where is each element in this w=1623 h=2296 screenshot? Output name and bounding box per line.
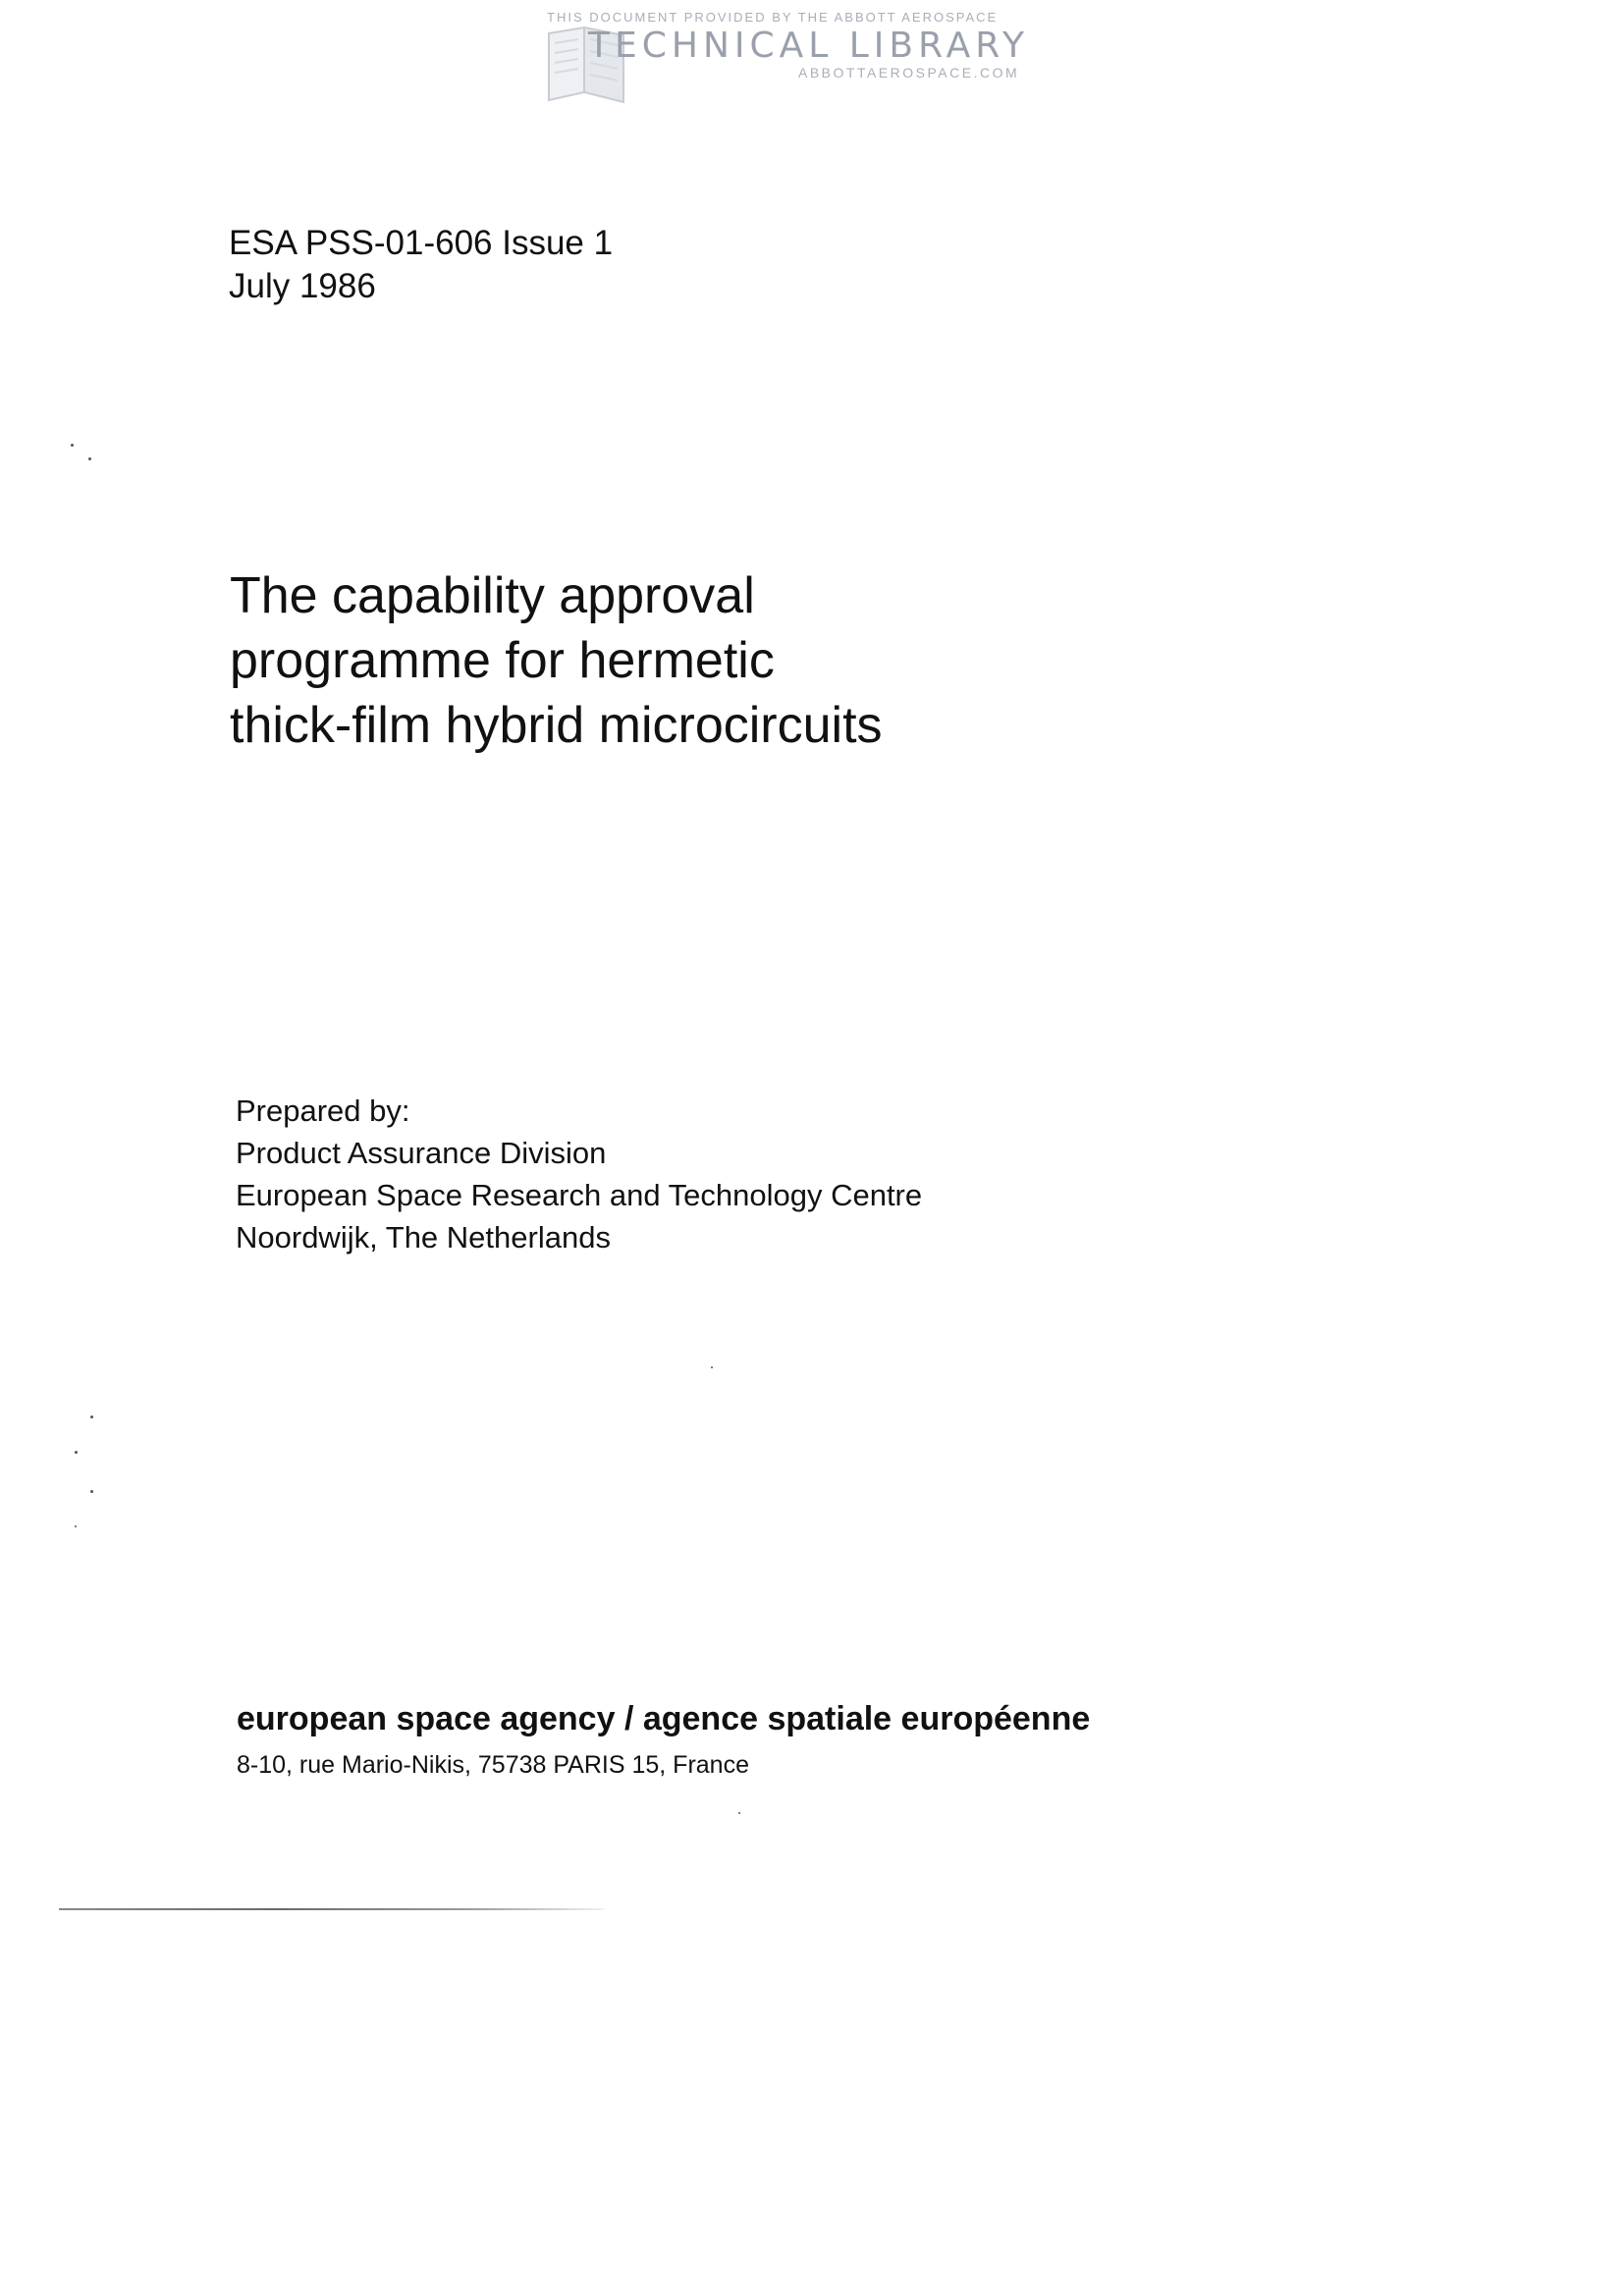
title-line: The capability approval bbox=[230, 567, 755, 624]
title-line: thick-film hybrid microcircuits bbox=[230, 697, 883, 754]
prepared-by-centre: European Space Research and Technology Centre bbox=[236, 1178, 923, 1212]
agency-name: european space agency / agence spatiale européenne bbox=[237, 1700, 1091, 1737]
prepared-by-location: Noordwijk, The Netherlands bbox=[236, 1220, 611, 1255]
title-line: programme for hermetic bbox=[230, 632, 775, 689]
scan-speck bbox=[90, 1490, 93, 1493]
prepared-by-division: Product Assurance Division bbox=[236, 1136, 607, 1170]
document-title bbox=[230, 563, 883, 758]
library-watermark bbox=[545, 6, 1055, 114]
scan-speck bbox=[88, 457, 91, 460]
scan-speck bbox=[738, 1812, 740, 1814]
prepared-by-label: Prepared by: bbox=[236, 1094, 410, 1128]
scan-speck bbox=[71, 444, 74, 447]
prepared-by-block bbox=[236, 1090, 922, 1258]
scan-edge-line bbox=[59, 1908, 604, 1910]
scan-speck bbox=[75, 1525, 77, 1527]
watermark-website: ABBOTTAEROSPACE.COM bbox=[798, 65, 1020, 80]
agency-address: 8-10, rue Mario-Nikis, 75738 PARIS 15, France bbox=[237, 1751, 749, 1779]
scan-speck bbox=[711, 1366, 713, 1368]
watermark-library-title: TECHNICAL LIBRARY bbox=[588, 26, 1030, 66]
document-date: July 1986 bbox=[229, 267, 376, 305]
document-reference-block bbox=[229, 222, 613, 308]
document-number: ESA PSS-01-606 Issue 1 bbox=[229, 224, 614, 262]
watermark-provider-text: THIS DOCUMENT PROVIDED BY THE ABBOTT AEROSPACE bbox=[547, 10, 999, 25]
scan-speck bbox=[75, 1451, 78, 1454]
scan-speck bbox=[90, 1415, 93, 1418]
